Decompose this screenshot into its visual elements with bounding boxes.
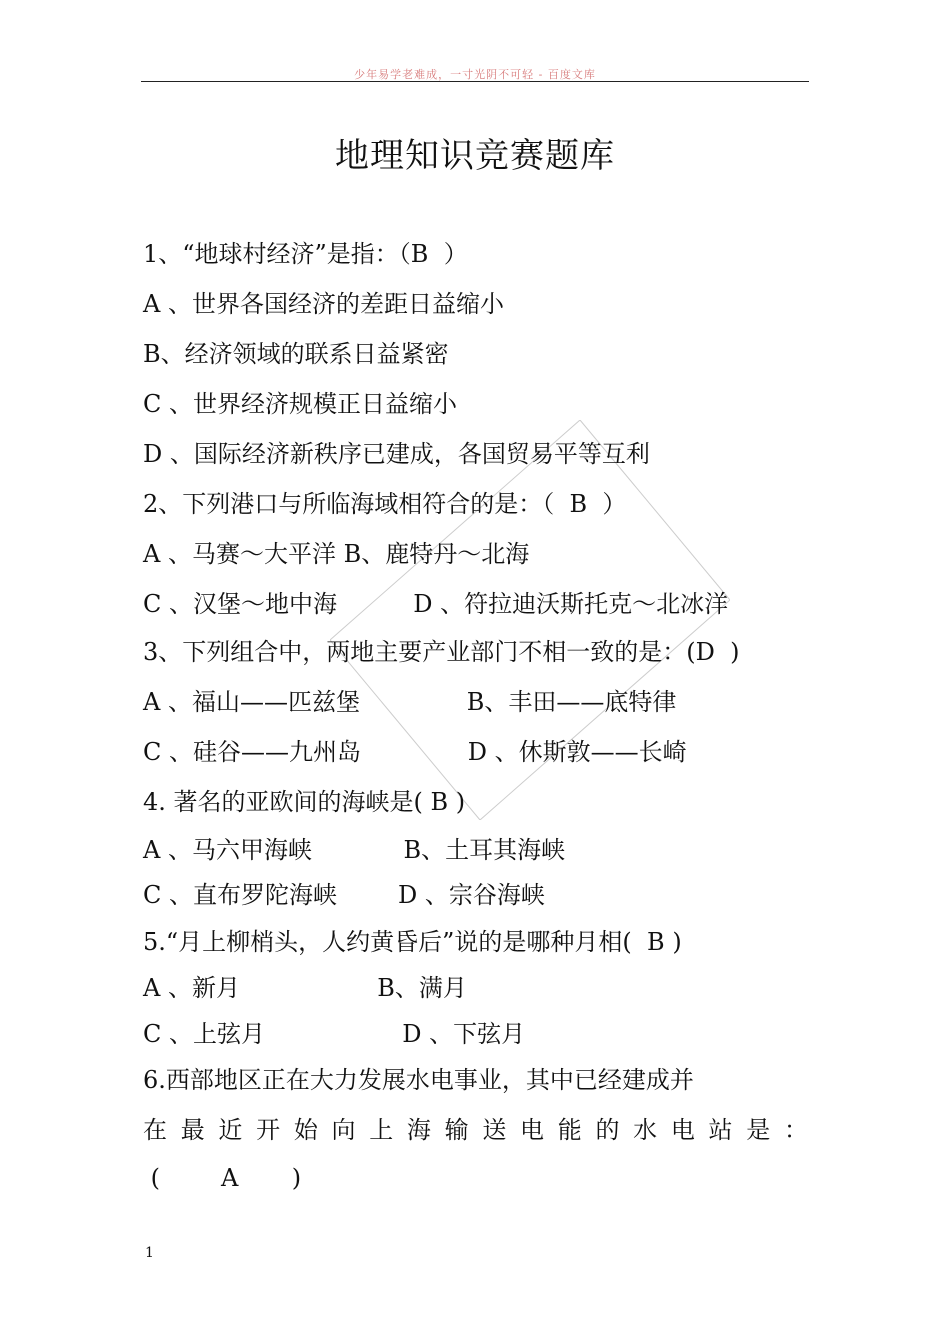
justified-char: 电	[670, 1116, 695, 1144]
justified-char: 电	[520, 1116, 545, 1144]
justified-char: 送	[482, 1116, 507, 1144]
justified-char: 水	[633, 1116, 658, 1144]
q1-option-c: C 、世界经济规模正日益缩小	[143, 390, 457, 418]
q2-options-cd: C 、汉堡～地中海 D 、符拉迪沃斯托克～北冰洋	[143, 590, 729, 618]
justified-char: 是	[746, 1116, 771, 1144]
q4-options-cd: C 、直布罗陀海峡 D 、宗谷海峡	[143, 881, 545, 909]
q5-options-ab: A 、新月 B、满月	[143, 974, 467, 1002]
question-6-line2	[143, 1114, 808, 1146]
justified-char: 海	[406, 1116, 431, 1144]
q5-options-cd: C 、上弦月 D 、下弦月	[143, 1020, 526, 1048]
question-4: 4. 著名的亚欧间的海峡是( B )	[143, 788, 466, 816]
q2-options-ab: A 、马赛～大平洋 B、鹿特丹～北海	[143, 540, 530, 568]
header-rule	[141, 81, 809, 82]
q1-option-d: D 、国际经济新秩序已建成，各国贸易平等互利	[143, 440, 650, 468]
q1-option-a: A 、世界各国经济的差距日益缩小	[143, 290, 504, 318]
q3-options-ab: A 、福山——匹兹堡 B、丰田——底特律	[143, 688, 677, 716]
question-5: 5.“月上柳梢头，人约黄昏后”说的是哪种月相( B )	[143, 928, 682, 956]
question-6-line1: 6.西部地区正在大力发展水电事业，其中已经建成并	[143, 1066, 694, 1094]
q4-options-ab: A 、马六甲海峡 B、土耳其海峡	[143, 836, 566, 864]
q3-options-cd: C 、硅谷——九州岛 D 、休斯敦——长崎	[143, 738, 687, 766]
q1-option-b: B、经济领域的联系日益紧密	[143, 340, 449, 368]
justified-char: ：	[783, 1116, 808, 1144]
justified-char: 上	[369, 1116, 394, 1144]
page-number: 1	[145, 1245, 154, 1261]
justified-char: 能	[557, 1116, 582, 1144]
justified-char: 最	[180, 1116, 205, 1144]
question-6-answer: ( A )	[143, 1164, 302, 1192]
justified-char: 在	[143, 1116, 167, 1144]
justified-char: 近	[218, 1116, 243, 1144]
running-header: 少年易学老难成，一寸光阴不可轻 - 百度文库	[354, 68, 596, 81]
justified-char: 输	[444, 1116, 469, 1144]
question-3: 3、下列组合中，两地主要产业部门不相一致的是：(D )	[143, 638, 740, 666]
justified-char: 开	[256, 1116, 281, 1144]
justified-char: 始	[293, 1116, 318, 1144]
question-2: 2、下列港口与所临海域相符合的是：（ B ）	[143, 490, 627, 518]
justified-char: 向	[331, 1116, 356, 1144]
question-1: 1、“地球村经济”是指：（B ）	[143, 240, 468, 268]
justified-char: 的	[595, 1116, 620, 1144]
justified-char: 站	[708, 1116, 733, 1144]
page-title: 地理知识竞赛题库	[335, 136, 615, 176]
